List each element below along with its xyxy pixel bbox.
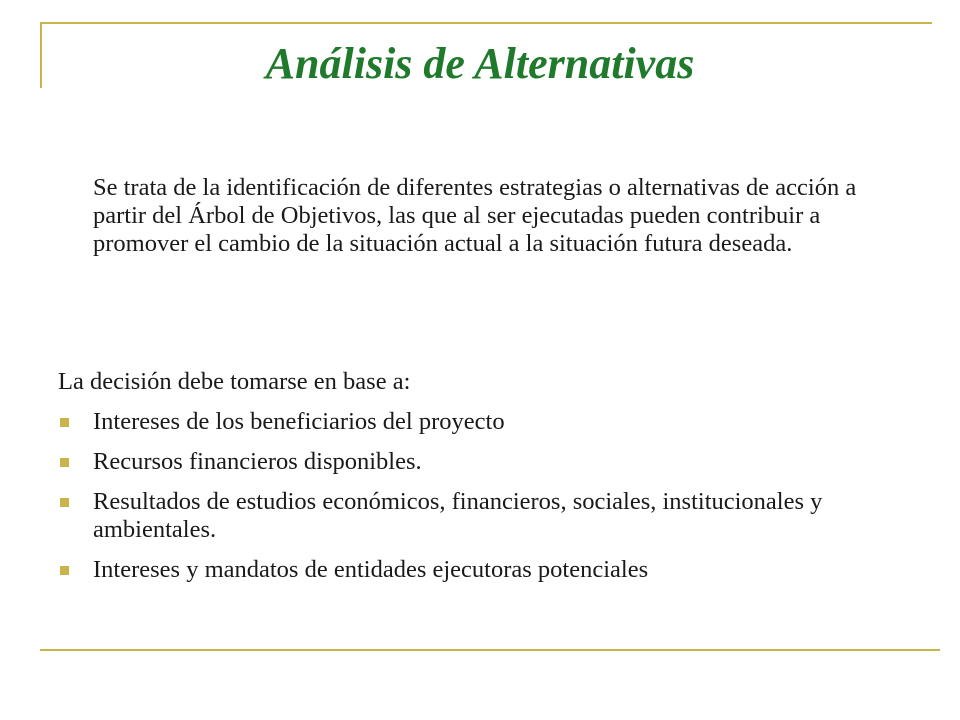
slide-title: Análisis de Alternativas: [265, 39, 695, 88]
square-bullet-icon: [60, 566, 69, 575]
bottom-divider: [40, 649, 940, 651]
top-divider: [40, 22, 932, 24]
criteria-list: [58, 408, 918, 596]
list-item-text: Intereses y mandatos de entidades ejecutoras potenciales: [93, 556, 649, 583]
list-item: [58, 488, 918, 544]
list-item: [58, 556, 918, 584]
square-bullet-icon: [60, 418, 69, 427]
list-item-text: Resultados de estudios económicos, financieros, sociales, institucionales y ambientales.: [93, 488, 823, 543]
list-item-text: Intereses de los beneficiarios del proyecto: [93, 408, 505, 435]
lead-sentence: La decisión debe tomarse en base a:: [58, 368, 411, 395]
square-bullet-icon: [60, 498, 69, 507]
square-bullet-icon: [60, 458, 69, 467]
list-item: [58, 408, 918, 436]
list-item-text: Recursos financieros disponibles.: [93, 448, 422, 475]
list-item: [58, 448, 918, 476]
intro-paragraph: Se trata de la identificación de diferentes estrategias o alternativas de acción a partir del Árbol de Objetivos, las que al ser ejecutadas pueden contribuir a promover el cambio de la situación actual a la situación futura deseada.: [93, 174, 857, 257]
